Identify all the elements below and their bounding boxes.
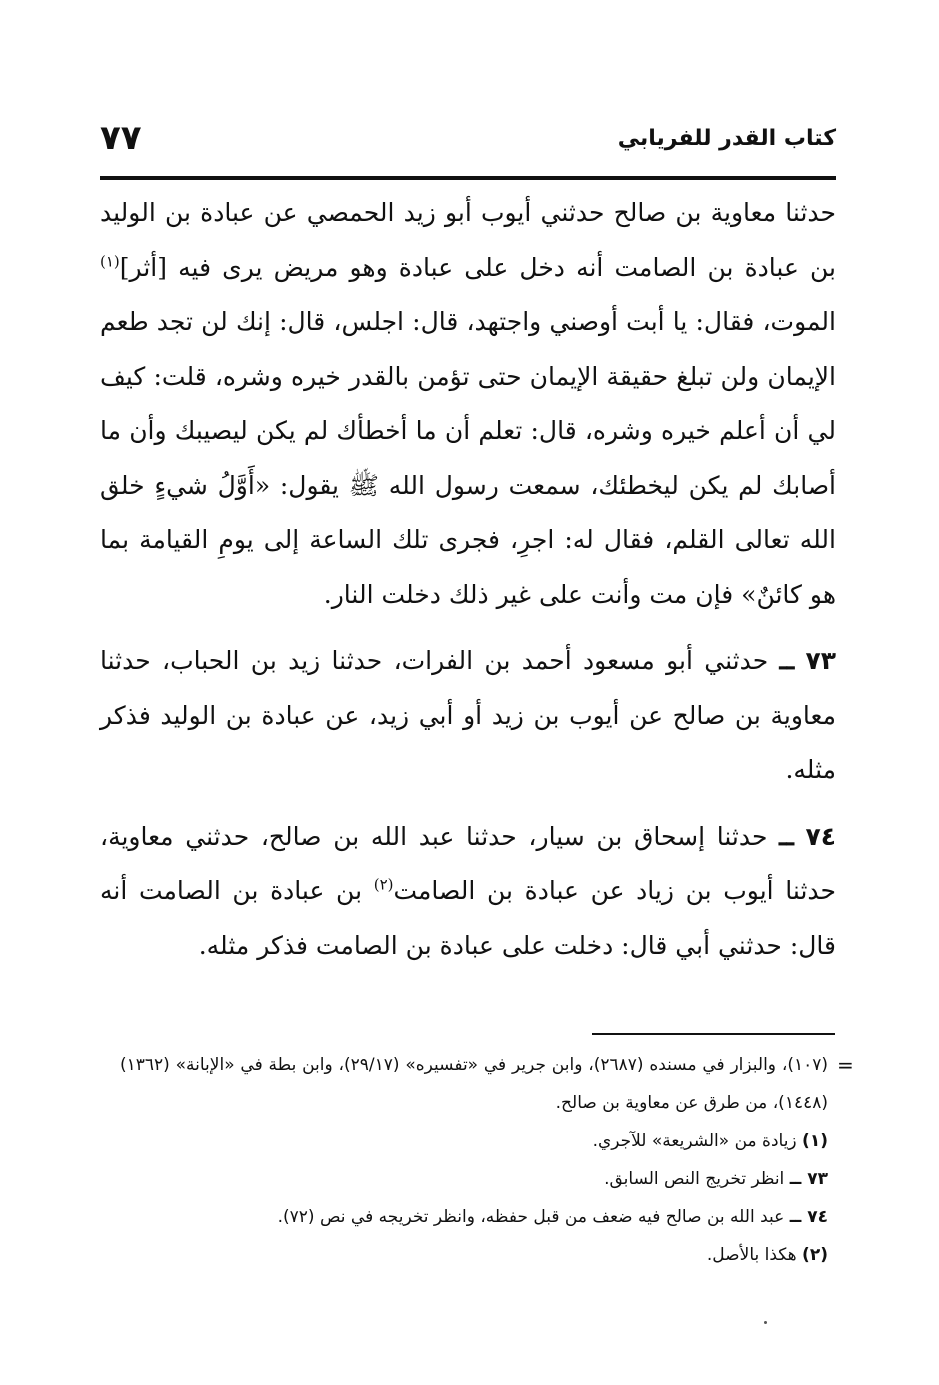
paragraph-72-continuation (100, 186, 836, 622)
scan-speck (764, 1321, 767, 1324)
footnote-number: (٢) (802, 1245, 828, 1265)
footnote-separator (592, 1033, 835, 1035)
footnote-ref-2: (٢) (373, 875, 394, 894)
hadith-dash: ــ (779, 646, 795, 675)
continuation-mark: = (837, 1053, 854, 1077)
header-rule (100, 176, 836, 180)
footnote-text: زيادة من «الشريعة» للآجري. (592, 1131, 797, 1151)
footnote-continued (120, 1046, 828, 1122)
footnote-text: هكذا بالأصل. (706, 1245, 797, 1265)
paragraph-text: حدثنا معاوية بن صالح حدثني أيوب أبو زيد الحمصي عن عبادة بن الوليد بن عبادة بن الصامت أنه دخل على عبادة وهو مريض يرى فيه [أثر] (100, 198, 836, 282)
footnote-number: (١) (802, 1131, 828, 1151)
footnote-number: ٧٤ ــ (789, 1207, 828, 1227)
paragraph-text: بن عبادة بن الصامت أنه قال: حدثني أبي قال: دخلت على عبادة بن الصامت فذكر مثله. (100, 876, 836, 960)
paragraph-text: حدثنا إسحاق بن سيار، حدثنا عبد الله بن صالح، حدثني معاوية، حدثنا أيوب بن زياد عن عبادة بن الصامت (100, 821, 836, 905)
footnote-text: (١٠٧)، والبزار في مسنده (٢٦٨٧)، وابن جرير في «تفسيره» (٢٩/١٧)، وابن بطة في «الإبانة» (١٣٦٢) (١٤٤٨)، من طرق عن معاوية بن صالح. (120, 1055, 828, 1113)
hadith-dash: ــ (779, 821, 794, 851)
page-number: ٧٧ (100, 118, 142, 158)
footnote-number: ٧٣ ــ (789, 1169, 828, 1189)
footnote-2 (120, 1236, 828, 1274)
paragraph-73 (100, 634, 836, 798)
footnote-text: انظر تخريج النص السابق. (604, 1169, 785, 1189)
footnote-74 (120, 1198, 828, 1236)
running-title: كتاب القدر للفريابي (617, 126, 836, 151)
paragraph-74 (100, 810, 836, 974)
hadith-number: ٧٣ (805, 646, 837, 675)
footnote-text: عبد الله بن صالح فيه ضعف من قبل حفظه، وانظر تخريجه في نص (٧٢). (277, 1207, 785, 1227)
paragraph-text: حدثني أبو مسعود أحمد بن الفرات، حدثنا زيد بن الحباب، حدثنا معاوية بن صالح عن أيوب بن زيد أو أبي زيد، عن عبادة بن الوليد فذكر مثله. (100, 646, 836, 784)
footnote-73 (120, 1160, 828, 1198)
footnotes (120, 1046, 828, 1274)
page-header (100, 112, 836, 176)
footnote-1 (120, 1122, 828, 1160)
footnote-ref-1: (١) (100, 252, 120, 271)
main-text (100, 186, 836, 973)
paragraph-text: الموت، فقال: يا أبت أوصني واجتهد، قال: اجلس، قال: إنك لن تجد طعم الإيمان ولن تبلغ حقيقة الإيمان حتى تؤمن بالقدر خيره وشره، قلت: كيف لي أن أعلم خيره وشره، قال: تعلم أن ما أخطأك لم يكن ليصيبك وأن ما أصابك لم يكن ليخطئك، سمعت رسول الله ﷺ يقول: «أَوَّلُ شيءٍ خلق الله تعالى القلم، فقال له: اجرِ، فجرى تلك الساعة إلى يومِ القيامة بما هو كائنٌ» فإن مت وأنت على غير ذلك دخلت النار. (100, 307, 836, 609)
hadith-number: ٧٤ (805, 821, 837, 851)
